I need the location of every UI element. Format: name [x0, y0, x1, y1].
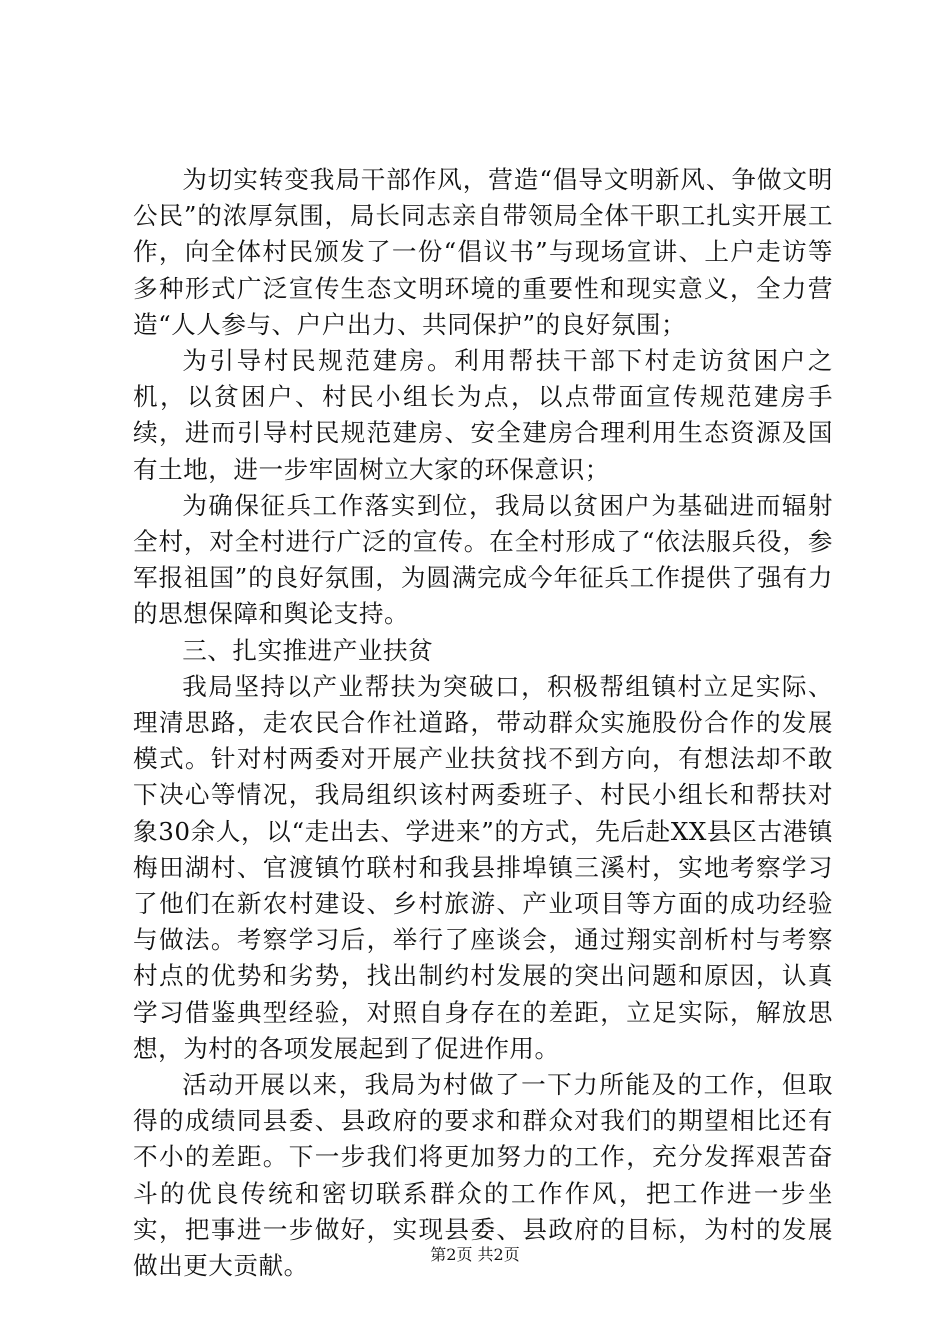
- paragraph-3: 为确保征兵工作落实到位，我局以贫困户为基础进而辐射全村，对全村进行广泛的宣传。在全村形成了“依法服兵役，参军报祖国”的良好氛围，为圆满完成今年征兵工作提供了强有力的思想保障和舆论支持。: [133, 490, 833, 629]
- document-body: [133, 162, 833, 1284]
- paragraph-2: 为引导村民规范建房。利用帮扶干部下村走访贫困户之机，以贫困户、村民小组长为点，以点带面宣传规范建房手续，进而引导村民规范建房、安全建房合理利用生态资源及国有土地，进一步牢固树立大家的环保意识；: [133, 346, 833, 484]
- paragraph-1: 为切实转变我局干部作风，营造“倡导文明新风、争做文明公民”的浓厚氛围，局长同志亲自带领局全体干职工扎实开展工作，向全体村民颁发了一份“倡议书”与现场宣讲、上户走访等多种形式广泛宣传生态文明环境的重要性和现实意义，全力营造“人人参与、户户出力、共同保护”的良好氛围；: [133, 165, 833, 339]
- paragraph-4: 我局坚持以产业帮扶为突破口，积极帮组镇村立足实际、理清思路，走农民合作社道路，带动群众实施股份合作的发展模式。针对村两委对开展产业扶贫找不到方向，有想法却不敢下决心等情况，我局组织该村两委班子、村民小组长和帮扶对象30余人，以“走出去、学进来”的方式，先后赴XX县区古港镇梅田湖村、官渡镇竹联村和我县排埠镇三溪村，实地考察学习了他们在新农村建设、乡村旅游、产业项目等方面的成功经验与做法。考察学习后，举行了座谈会，通过翔实剖析村与考察村点的优势和劣势，找出制约村发展的突出问题和原因，认真学习借鉴典型经验，对照自身存在的差距，立足实际，解放思想，为村的各项发展起到了促进作用。: [133, 671, 833, 1063]
- section-heading: 三、扎实推进产业扶贫: [182, 635, 434, 665]
- page-number-footer: 第2页 共2页: [430, 1245, 520, 1264]
- paragraph-5: 活动开展以来，我局为村做了一下力所能及的工作，但取得的成绩同县委、县政府的要求和群众对我们的期望相比还有不小的差距。下一步我们将更加努力的工作，充分发挥艰苦奋斗的优良传统和密切联系群众的工作作风，把工作进一步坐实，把事进一步做好，实现县委、县政府的目标，为村的发展做出更大贡献。: [133, 1070, 833, 1281]
